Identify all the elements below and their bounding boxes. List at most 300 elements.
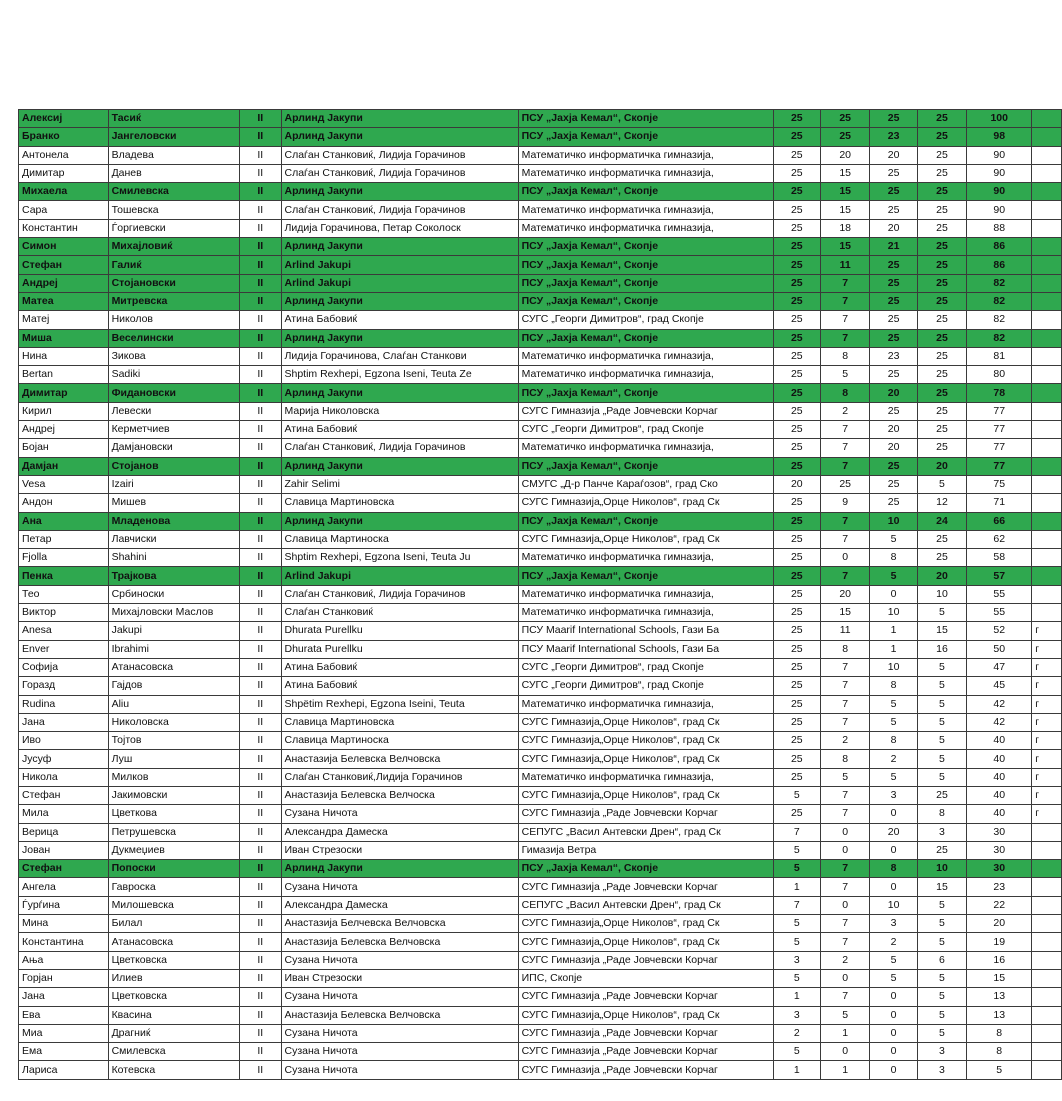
last-name-cell: Попоски (108, 860, 240, 878)
last-name-cell: Петрушевска (108, 823, 240, 841)
task2-score-cell: 8 (821, 640, 870, 658)
task3-score-cell: 8 (870, 732, 917, 750)
grade-cell: II (240, 622, 281, 640)
task4-score-cell: 25 (917, 841, 966, 859)
grade-cell: II (240, 786, 281, 804)
grade-cell: II (240, 988, 281, 1006)
first-name-cell: Константин (19, 219, 109, 237)
task3-score-cell: 5 (870, 695, 917, 713)
grade-cell: II (240, 677, 281, 695)
table-row (19, 732, 1062, 750)
task4-score-cell: 5 (917, 1006, 966, 1024)
mentor-cell: Zahir Selimi (281, 475, 518, 493)
grade-cell: II (240, 366, 281, 384)
mentor-cell: Анастазија Белчевска Велчовска (281, 915, 518, 933)
extra-cell (1032, 219, 1062, 237)
task1-score-cell: 3 (773, 1006, 820, 1024)
school-cell: ПСУ „Јахја Кемал“, Скопје (518, 329, 773, 347)
task2-score-cell: 7 (821, 658, 870, 676)
extra-cell: г (1032, 805, 1062, 823)
task1-score-cell: 2 (773, 1024, 820, 1042)
school-cell: Математичко информатичка гимназија, (518, 585, 773, 603)
mentor-cell: Сузана Ничота (281, 1043, 518, 1061)
school-cell: СУГС Гимназија „Раде Јовчевски Корчаг (518, 805, 773, 823)
task2-score-cell: 1 (821, 1024, 870, 1042)
task3-score-cell: 25 (870, 494, 917, 512)
task4-score-cell: 25 (917, 402, 966, 420)
task4-score-cell: 25 (917, 110, 966, 128)
mentor-cell: Сузана Ничота (281, 878, 518, 896)
table-row (19, 494, 1062, 512)
task2-score-cell: 15 (821, 183, 870, 201)
grade-cell: II (240, 658, 281, 676)
grade-cell: II (240, 1006, 281, 1024)
last-name-cell: Михајловски Маслов (108, 604, 240, 622)
task4-score-cell: 25 (917, 219, 966, 237)
extra-cell (1032, 1043, 1062, 1061)
last-name-cell: Николовска (108, 713, 240, 731)
school-cell: СУГС Гимназија„Орце Николов“, град Ск (518, 750, 773, 768)
table-row (19, 1024, 1062, 1042)
total-score-cell: 19 (967, 933, 1032, 951)
task2-score-cell: 11 (821, 256, 870, 274)
last-name-cell: Трајкова (108, 567, 240, 585)
last-name-cell: Стојановски (108, 274, 240, 292)
last-name-cell: Мишев (108, 494, 240, 512)
table-row (19, 951, 1062, 969)
task1-score-cell: 25 (773, 201, 820, 219)
mentor-cell: Сузана Ничота (281, 951, 518, 969)
task4-score-cell: 25 (917, 530, 966, 548)
extra-cell (1032, 878, 1062, 896)
task1-score-cell: 1 (773, 878, 820, 896)
task2-score-cell: 7 (821, 421, 870, 439)
total-score-cell: 77 (967, 421, 1032, 439)
last-name-cell: Ѓоргиевски (108, 219, 240, 237)
task4-score-cell: 25 (917, 146, 966, 164)
school-cell: СУГС Гимназија „Раде Јовчевски Корчаг (518, 1061, 773, 1079)
total-score-cell: 40 (967, 786, 1032, 804)
extra-cell: г (1032, 750, 1062, 768)
task3-score-cell: 25 (870, 402, 917, 420)
task3-score-cell: 5 (870, 951, 917, 969)
task2-score-cell: 18 (821, 219, 870, 237)
table-row (19, 823, 1062, 841)
grade-cell: II (240, 951, 281, 969)
mentor-cell: Арлинд Јакупи (281, 128, 518, 146)
task3-score-cell: 25 (870, 274, 917, 292)
first-name-cell: Андреј (19, 421, 109, 439)
task2-score-cell: 0 (821, 841, 870, 859)
grade-cell: II (240, 640, 281, 658)
extra-cell (1032, 238, 1062, 256)
task2-score-cell: 5 (821, 1006, 870, 1024)
last-name-cell: Ibrahimi (108, 640, 240, 658)
task2-score-cell: 1 (821, 1061, 870, 1079)
table-row (19, 164, 1062, 182)
table-row (19, 421, 1062, 439)
school-cell: СУГС „Георги Димитров“, град Скопје (518, 311, 773, 329)
mentor-cell: Александра Дамеска (281, 823, 518, 841)
task3-score-cell: 20 (870, 421, 917, 439)
last-name-cell: Владева (108, 146, 240, 164)
table-row (19, 677, 1062, 695)
total-score-cell: 82 (967, 274, 1032, 292)
total-score-cell: 23 (967, 878, 1032, 896)
first-name-cell: Стефан (19, 256, 109, 274)
task3-score-cell: 1 (870, 622, 917, 640)
last-name-cell: Николов (108, 311, 240, 329)
extra-cell (1032, 896, 1062, 914)
extra-cell: г (1032, 786, 1062, 804)
grade-cell: II (240, 274, 281, 292)
task4-score-cell: 3 (917, 1061, 966, 1079)
last-name-cell: Тошевска (108, 201, 240, 219)
first-name-cell: Ева (19, 1006, 109, 1024)
mentor-cell: Слаѓан Станковиќ, Лидија Горачинов (281, 439, 518, 457)
extra-cell (1032, 512, 1062, 530)
task3-score-cell: 8 (870, 677, 917, 695)
first-name-cell: Михаела (19, 183, 109, 201)
mentor-cell: Славица Мартиноска (281, 530, 518, 548)
table-row (19, 896, 1062, 914)
task4-score-cell: 25 (917, 384, 966, 402)
total-score-cell: 78 (967, 384, 1032, 402)
task1-score-cell: 25 (773, 549, 820, 567)
school-cell: СУГС Гимназија „Раде Јовчевски Корчаг (518, 1024, 773, 1042)
task2-score-cell: 7 (821, 329, 870, 347)
total-score-cell: 52 (967, 622, 1032, 640)
extra-cell (1032, 311, 1062, 329)
task2-score-cell: 7 (821, 988, 870, 1006)
task3-score-cell: 0 (870, 988, 917, 1006)
mentor-cell: Атина Бабовиќ (281, 677, 518, 695)
mentor-cell: Арлинд Јакупи (281, 329, 518, 347)
table-row-highlighted (19, 256, 1062, 274)
task4-score-cell: 6 (917, 951, 966, 969)
total-score-cell: 30 (967, 841, 1032, 859)
mentor-cell: Анастазија Белевска Велчоска (281, 786, 518, 804)
task1-score-cell: 25 (773, 347, 820, 365)
last-name-cell: Дамјановски (108, 439, 240, 457)
school-cell: СУГС Гимназија„Орце Николов“, град Ск (518, 1006, 773, 1024)
task4-score-cell: 25 (917, 366, 966, 384)
task2-score-cell: 7 (821, 933, 870, 951)
task3-score-cell: 0 (870, 1043, 917, 1061)
table-row (19, 439, 1062, 457)
task1-score-cell: 25 (773, 421, 820, 439)
task2-score-cell: 7 (821, 512, 870, 530)
task2-score-cell: 15 (821, 604, 870, 622)
task1-score-cell: 25 (773, 512, 820, 530)
task3-score-cell: 0 (870, 1061, 917, 1079)
task1-score-cell: 25 (773, 567, 820, 585)
first-name-cell: Антонела (19, 146, 109, 164)
task2-score-cell: 8 (821, 347, 870, 365)
task4-score-cell: 5 (917, 750, 966, 768)
task3-score-cell: 8 (870, 549, 917, 567)
last-name-cell: Милошевска (108, 896, 240, 914)
total-score-cell: 82 (967, 311, 1032, 329)
task2-score-cell: 8 (821, 384, 870, 402)
task3-score-cell: 5 (870, 768, 917, 786)
extra-cell: г (1032, 768, 1062, 786)
table-row-highlighted (19, 860, 1062, 878)
task3-score-cell: 20 (870, 439, 917, 457)
mentor-cell: Сузана Ничота (281, 805, 518, 823)
first-name-cell: Андреј (19, 274, 109, 292)
total-score-cell: 16 (967, 951, 1032, 969)
task3-score-cell: 10 (870, 604, 917, 622)
total-score-cell: 90 (967, 146, 1032, 164)
first-name-cell: Лариса (19, 1061, 109, 1079)
grade-cell: II (240, 1061, 281, 1079)
extra-cell (1032, 164, 1062, 182)
last-name-cell: Квасина (108, 1006, 240, 1024)
task4-score-cell: 10 (917, 860, 966, 878)
mentor-cell: Арлинд Јакупи (281, 292, 518, 310)
task1-score-cell: 25 (773, 658, 820, 676)
task1-score-cell: 25 (773, 164, 820, 182)
last-name-cell: Цветкова (108, 805, 240, 823)
first-name-cell: Матеа (19, 292, 109, 310)
total-score-cell: 45 (967, 677, 1032, 695)
task2-score-cell: 20 (821, 585, 870, 603)
task2-score-cell: 5 (821, 366, 870, 384)
table-row-highlighted (19, 128, 1062, 146)
first-name-cell: Бранко (19, 128, 109, 146)
school-cell: ПСУ „Јахја Кемал“, Скопје (518, 457, 773, 475)
table-row (19, 475, 1062, 493)
task2-score-cell: 7 (821, 860, 870, 878)
grade-cell: II (240, 933, 281, 951)
task4-score-cell: 5 (917, 695, 966, 713)
school-cell: Математичко информатичка гимназија, (518, 366, 773, 384)
first-name-cell: Горјан (19, 969, 109, 987)
extra-cell (1032, 1006, 1062, 1024)
table-row-highlighted (19, 183, 1062, 201)
school-cell: ПСУ „Јахја Кемал“, Скопје (518, 238, 773, 256)
extra-cell (1032, 475, 1062, 493)
school-cell: ПСУ „Јахја Кемал“, Скопје (518, 110, 773, 128)
mentor-cell: Анастазија Белевска Велчовска (281, 750, 518, 768)
last-name-cell: Тасиќ (108, 110, 240, 128)
first-name-cell: Иво (19, 732, 109, 750)
school-cell: СУГС Гимназија„Орце Николов“, град Ск (518, 786, 773, 804)
task1-score-cell: 25 (773, 146, 820, 164)
table-row (19, 841, 1062, 859)
task3-score-cell: 0 (870, 1006, 917, 1024)
table-row (19, 1043, 1062, 1061)
extra-cell (1032, 402, 1062, 420)
school-cell: ПСУ Maarif International Schools, Гази Ба (518, 622, 773, 640)
mentor-cell: Арлинд Јакупи (281, 457, 518, 475)
task2-score-cell: 15 (821, 201, 870, 219)
total-score-cell: 77 (967, 457, 1032, 475)
task1-score-cell: 25 (773, 622, 820, 640)
mentor-cell: Арлинд Јакупи (281, 512, 518, 530)
first-name-cell: Ѓурѓина (19, 896, 109, 914)
task3-score-cell: 3 (870, 786, 917, 804)
task3-score-cell: 0 (870, 878, 917, 896)
school-cell: ПСУ „Јахја Кемал“, Скопје (518, 384, 773, 402)
task3-score-cell: 25 (870, 164, 917, 182)
mentor-cell: Сузана Ничота (281, 1061, 518, 1079)
first-name-cell: Ема (19, 1043, 109, 1061)
last-name-cell: Михајловиќ (108, 238, 240, 256)
task4-score-cell: 3 (917, 1043, 966, 1061)
results-table (18, 109, 1062, 1080)
task3-score-cell: 23 (870, 128, 917, 146)
first-name-cell: Виктор (19, 604, 109, 622)
first-name-cell: Бојан (19, 439, 109, 457)
first-name-cell: Rudina (19, 695, 109, 713)
last-name-cell: Јакимовски (108, 786, 240, 804)
last-name-cell: Jakupi (108, 622, 240, 640)
grade-cell: II (240, 896, 281, 914)
school-cell: Математичко информатичка гимназија, (518, 347, 773, 365)
school-cell: СУГС „Георги Димитров“, град Скопје (518, 421, 773, 439)
table-row (19, 786, 1062, 804)
grade-cell: II (240, 567, 281, 585)
school-cell: Математичко информатичка гимназија, (518, 219, 773, 237)
mentor-cell: Славица Мартиновска (281, 494, 518, 512)
task2-score-cell: 0 (821, 896, 870, 914)
task1-score-cell: 25 (773, 238, 820, 256)
task2-score-cell: 2 (821, 402, 870, 420)
school-cell: СМУГС „Д-р Панче Караѓозов“, град Ско (518, 475, 773, 493)
task1-score-cell: 25 (773, 384, 820, 402)
task3-score-cell: 0 (870, 841, 917, 859)
table-row (19, 530, 1062, 548)
school-cell: СЕПУГС „Васил Антевски Дрен“, град Ск (518, 896, 773, 914)
first-name-cell: Матеј (19, 311, 109, 329)
task2-score-cell: 5 (821, 768, 870, 786)
task3-score-cell: 5 (870, 713, 917, 731)
extra-cell (1032, 567, 1062, 585)
last-name-cell: Тојтов (108, 732, 240, 750)
school-cell: СУГС Гимназија „Раде Јовчевски Корчаг (518, 1043, 773, 1061)
first-name-cell: Ангела (19, 878, 109, 896)
task3-score-cell: 8 (870, 860, 917, 878)
task1-score-cell: 25 (773, 457, 820, 475)
task3-score-cell: 5 (870, 530, 917, 548)
extra-cell (1032, 530, 1062, 548)
task3-score-cell: 5 (870, 567, 917, 585)
task4-score-cell: 5 (917, 896, 966, 914)
last-name-cell: Лавчиски (108, 530, 240, 548)
mentor-cell: Иван Стрезоски (281, 841, 518, 859)
mentor-cell: Анастазија Белевска Велчовска (281, 933, 518, 951)
school-cell: СУГС Гимназија„Орце Николов“, град Ск (518, 933, 773, 951)
grade-cell: II (240, 841, 281, 859)
task2-score-cell: 7 (821, 878, 870, 896)
task2-score-cell: 9 (821, 494, 870, 512)
school-cell: СЕПУГС „Васил Антевски Дрен“, град Ск (518, 823, 773, 841)
grade-cell: II (240, 585, 281, 603)
table-row-highlighted (19, 329, 1062, 347)
task2-score-cell: 7 (821, 915, 870, 933)
first-name-cell: Кирил (19, 402, 109, 420)
extra-cell: г (1032, 622, 1062, 640)
task4-score-cell: 5 (917, 988, 966, 1006)
table-row-highlighted (19, 457, 1062, 475)
task2-score-cell: 7 (821, 567, 870, 585)
last-name-cell: Котевска (108, 1061, 240, 1079)
table-row (19, 585, 1062, 603)
extra-cell (1032, 933, 1062, 951)
task3-score-cell: 25 (870, 201, 917, 219)
task3-score-cell: 25 (870, 292, 917, 310)
first-name-cell: Јован (19, 841, 109, 859)
table-row (19, 366, 1062, 384)
grade-cell: II (240, 219, 281, 237)
task4-score-cell: 16 (917, 640, 966, 658)
school-cell: ПСУ „Јахја Кемал“, Скопје (518, 567, 773, 585)
task1-score-cell: 5 (773, 841, 820, 859)
school-cell: ПСУ Maarif International Schools, Гази Ба (518, 640, 773, 658)
school-cell: ПСУ „Јахја Кемал“, Скопје (518, 128, 773, 146)
grade-cell: II (240, 402, 281, 420)
task2-score-cell: 7 (821, 677, 870, 695)
last-name-cell: Србиноски (108, 585, 240, 603)
extra-cell (1032, 585, 1062, 603)
mentor-cell: Сузана Ничота (281, 988, 518, 1006)
task4-score-cell: 5 (917, 713, 966, 731)
extra-cell (1032, 969, 1062, 987)
school-cell: Математичко информатичка гимназија, (518, 604, 773, 622)
school-cell: ИПС, Скопје (518, 969, 773, 987)
table-row (19, 640, 1062, 658)
school-cell: Математичко информатичка гимназија, (518, 695, 773, 713)
table-row-highlighted (19, 238, 1062, 256)
task2-score-cell: 7 (821, 805, 870, 823)
total-score-cell: 86 (967, 238, 1032, 256)
task4-score-cell: 5 (917, 915, 966, 933)
task3-score-cell: 23 (870, 347, 917, 365)
school-cell: СУГС Гимназија„Орце Николов“, град Ск (518, 530, 773, 548)
grade-cell: II (240, 915, 281, 933)
task4-score-cell: 5 (917, 768, 966, 786)
table-row (19, 915, 1062, 933)
last-name-cell: Луш (108, 750, 240, 768)
grade-cell: II (240, 347, 281, 365)
task2-score-cell: 2 (821, 951, 870, 969)
task4-score-cell: 25 (917, 256, 966, 274)
task2-score-cell: 11 (821, 622, 870, 640)
mentor-cell: Arlind Jakupi (281, 274, 518, 292)
table-row (19, 146, 1062, 164)
first-name-cell: Vesa (19, 475, 109, 493)
first-name-cell: Ана (19, 512, 109, 530)
task3-score-cell: 25 (870, 329, 917, 347)
total-score-cell: 100 (967, 110, 1032, 128)
task3-score-cell: 25 (870, 366, 917, 384)
total-score-cell: 55 (967, 604, 1032, 622)
task1-score-cell: 5 (773, 860, 820, 878)
task1-score-cell: 25 (773, 604, 820, 622)
mentor-cell: Shptim Rexhepi, Egzona Iseni, Teuta Ju (281, 549, 518, 567)
mentor-cell: Слаѓан Станковиќ, Лидија Горачинов (281, 201, 518, 219)
first-name-cell: Тео (19, 585, 109, 603)
task4-score-cell: 20 (917, 567, 966, 585)
task2-score-cell: 15 (821, 164, 870, 182)
grade-cell: II (240, 695, 281, 713)
grade-cell: II (240, 238, 281, 256)
task1-score-cell: 3 (773, 951, 820, 969)
task4-score-cell: 5 (917, 658, 966, 676)
mentor-cell: Arlind Jakupi (281, 256, 518, 274)
